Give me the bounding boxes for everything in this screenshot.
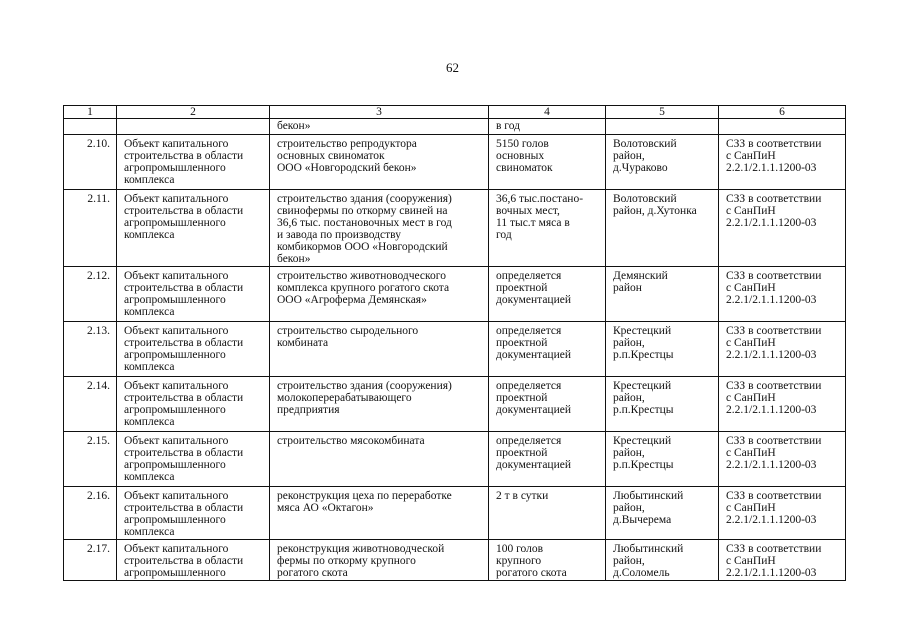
zone-cell: СЗЗ в соответствии с СанПиН 2.2.1/2.1.1.1200-03	[719, 267, 846, 322]
object-type-cell: Объект капитального строительства в области агропромышленного комплекса	[117, 190, 270, 267]
capacity-cell: определяется проектной документацией	[489, 267, 606, 322]
continuation-cell	[64, 119, 117, 135]
table-row	[64, 190, 846, 267]
location-cell: Крестецкий район, р.п.Крестцы	[606, 432, 719, 487]
description-cell: строительство мясокомбината	[270, 432, 489, 487]
continuation-cell: бекон»	[270, 119, 489, 135]
zone-cell: СЗЗ в соответствии с СанПиН 2.2.1/2.1.1.1200-03	[719, 487, 846, 540]
header-cell: 2	[117, 106, 270, 119]
zone-cell: СЗЗ в соответствии с СанПиН 2.2.1/2.1.1.1200-03	[719, 322, 846, 377]
description-cell: реконструкция цеха по переработке мяса АО «Октагон»	[270, 487, 489, 540]
table-row	[64, 322, 846, 377]
table-row	[64, 432, 846, 487]
description-cell: строительство здания (сооружения) свинофермы по откорму свиней на 36,6 тыс. постановочных мест в год и завода по производству комбикормов ООО «Новгородский бекон»	[270, 190, 489, 267]
continuation-cell	[606, 119, 719, 135]
continuation-cell	[719, 119, 846, 135]
object-type-cell: Объект капитального строительства в области агропромышленного комплекса	[117, 377, 270, 432]
table-row	[64, 135, 846, 190]
object-type-cell: Объект капитального строительства в области агропромышленного комплекса	[117, 135, 270, 190]
zone-cell: СЗЗ в соответствии с СанПиН 2.2.1/2.1.1.1200-03	[719, 377, 846, 432]
object-type-cell: Объект капитального строительства в области агропромышленного комплекса	[117, 487, 270, 540]
table-row	[64, 267, 846, 322]
location-cell: Волотовский район, д.Чураково	[606, 135, 719, 190]
row-number: 2.13.	[64, 322, 117, 377]
row-number: 2.16.	[64, 487, 117, 540]
capacity-cell: 5150 голов основных свиноматок	[489, 135, 606, 190]
continuation-cell: в год	[489, 119, 606, 135]
location-cell: Крестецкий район, р.п.Крестцы	[606, 322, 719, 377]
description-cell: строительство животноводческого комплекса крупного рогатого скота ООО «Агроферма Демянская»	[270, 267, 489, 322]
continuation-row	[64, 119, 846, 135]
object-type-cell: Объект капитального строительства в области агропромышленного	[117, 540, 270, 581]
description-cell: строительство репродуктора основных свиноматок ООО «Новгородский бекон»	[270, 135, 489, 190]
location-cell: Волотовский район, д.Хутонка	[606, 190, 719, 267]
table-header-row	[64, 106, 846, 119]
row-number: 2.11.	[64, 190, 117, 267]
row-number: 2.12.	[64, 267, 117, 322]
table-row	[64, 540, 846, 581]
header-cell: 6	[719, 106, 846, 119]
description-cell: строительство сыродельного комбината	[270, 322, 489, 377]
description-cell: строительство здания (сооружения) молокоперерабатывающего предприятия	[270, 377, 489, 432]
header-cell: 1	[64, 106, 117, 119]
header-cell: 3	[270, 106, 489, 119]
capacity-cell: определяется проектной документацией	[489, 377, 606, 432]
capacity-cell: 36,6 тыс.постано- вочных мест, 11 тыс.т мяса в год	[489, 190, 606, 267]
page-number: 62	[446, 60, 459, 75]
capacity-cell: 2 т в сутки	[489, 487, 606, 540]
capacity-cell: определяется проектной документацией	[489, 432, 606, 487]
row-number: 2.17.	[64, 540, 117, 581]
row-number: 2.14.	[64, 377, 117, 432]
row-number: 2.10.	[64, 135, 117, 190]
zone-cell: СЗЗ в соответствии с СанПиН 2.2.1/2.1.1.1200-03	[719, 540, 846, 581]
capacity-cell: определяется проектной документацией	[489, 322, 606, 377]
description-cell: реконструкция животноводческой фермы по откорму крупного рогатого скота	[270, 540, 489, 581]
header-cell: 4	[489, 106, 606, 119]
table-row	[64, 377, 846, 432]
location-cell: Крестецкий район, р.п.Крестцы	[606, 377, 719, 432]
continuation-cell	[117, 119, 270, 135]
zone-cell: СЗЗ в соответствии с СанПиН 2.2.1/2.1.1.1200-03	[719, 135, 846, 190]
capacity-cell: 100 голов крупного рогатого скота	[489, 540, 606, 581]
object-type-cell: Объект капитального строительства в области агропромышленного комплекса	[117, 267, 270, 322]
table-row	[64, 487, 846, 540]
location-cell: Любытинский район, д.Вычерема	[606, 487, 719, 540]
object-type-cell: Объект капитального строительства в области агропромышленного комплекса	[117, 322, 270, 377]
location-cell: Демянский район	[606, 267, 719, 322]
object-type-cell: Объект капитального строительства в области агропромышленного комплекса	[117, 432, 270, 487]
row-number: 2.15.	[64, 432, 117, 487]
objects-table	[63, 105, 846, 581]
zone-cell: СЗЗ в соответствии с СанПиН 2.2.1/2.1.1.1200-03	[719, 432, 846, 487]
header-cell: 5	[606, 106, 719, 119]
location-cell: Любытинский район, д.Соломель	[606, 540, 719, 581]
zone-cell: СЗЗ в соответствии с СанПиН 2.2.1/2.1.1.1200-03	[719, 190, 846, 267]
